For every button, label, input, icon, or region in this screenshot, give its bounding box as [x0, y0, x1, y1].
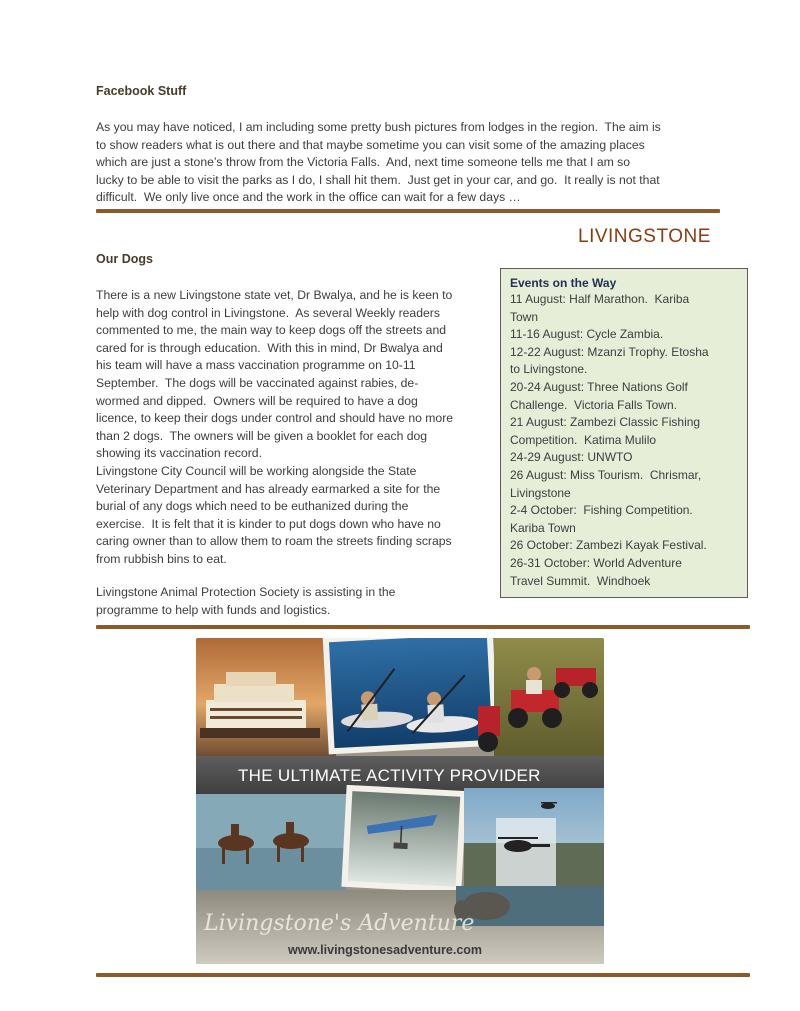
dogs-heading: Our Dogs	[96, 252, 153, 266]
events-list	[510, 291, 738, 590]
event-line: 24-29 August: UNWTO	[510, 450, 633, 465]
events-title: Events on the Way	[510, 276, 617, 290]
advert-url: www.livingstonesadventure.com	[288, 943, 483, 957]
event-line: 26 August: Miss Tourism. Chrismar,	[510, 467, 702, 482]
event-line: Town	[510, 309, 539, 324]
event-line: 11-16 August: Cycle Zambia.	[510, 327, 664, 342]
event-line: Challenge. Victoria Falls Town.	[510, 397, 677, 412]
dogs-text-line: commented to me, the main way to keep dogs off the streets and	[96, 323, 447, 338]
dogs-text-line: cared for is through education. With this in mind, Dr Bwalya and	[96, 340, 443, 355]
dogs-text-line: help with dog control in Livingstone. As several Weekly readers	[96, 305, 440, 320]
divider-top	[96, 209, 720, 213]
event-line: Travel Summit. Windhoek	[510, 573, 651, 588]
event-line: Competition. Katima Mulilo	[510, 432, 657, 447]
advert-illustration	[196, 638, 604, 964]
dogs-text-line: wormed and dipped. Owners will be required to have a dog	[96, 393, 418, 408]
section-title: LIVINGSTONE	[578, 226, 711, 247]
dogs-text-line: burial of any dogs which need to be euthanized during the	[96, 499, 409, 514]
facebook-text-line: which are just a stone’s throw from the Victoria Falls. And, next time someone tells me that I am so	[96, 155, 631, 170]
dogs-text-line: showing its vaccination record.	[96, 446, 262, 461]
event-line: Livingstone	[510, 485, 571, 500]
event-line: 12-22 August: Mzanzi Trophy. Etosha	[510, 344, 709, 359]
divider-bottom	[96, 973, 750, 977]
facebook-paragraph	[96, 119, 736, 207]
event-line: Kariba Town	[510, 520, 576, 535]
dogs-closing-paragraph	[96, 584, 496, 619]
dogs-text-line: caring owner than to allow them to roam the streets finding scraps	[96, 534, 452, 549]
dogs-text-line: than 2 dogs. The owners will be given a booklet for each dog	[96, 428, 428, 443]
advert-headline: THE ULTIMATE ACTIVITY PROVIDER	[238, 766, 541, 785]
event-line: 20-24 August: Three Nations Golf	[510, 379, 688, 394]
dogs-text-line: from rubbish bins to eat.	[96, 551, 227, 566]
facebook-text-line: to show readers what is out there and that maybe sometime you can visit some of the amazing places	[96, 137, 645, 152]
dogs-paragraph	[96, 287, 496, 569]
dogs-text-line: There is a new Livingstone state vet, Dr Bwalya, and he is keen to	[96, 288, 453, 302]
dogs-text-line: licence, to keep their dogs under control and should have no more	[96, 411, 454, 426]
facebook-heading: Facebook Stuff	[96, 84, 187, 98]
dogs-text-line: Livingstone City Council will be working alongside the State	[96, 463, 417, 478]
facebook-text-line: difficult. We only live once and the work in the office can wait for a few days …	[96, 190, 521, 205]
dogs-text-line: September. The dogs will be vaccinated against rabies, de-	[96, 375, 419, 390]
divider-middle	[96, 625, 750, 629]
facebook-text-line: lucky to be able to visit the parks as I do, I shall hit them. Just get in your car, and go. It really is not that	[96, 172, 660, 187]
dogs-closing-line: Livingstone Animal Protection Society is assisting in the	[96, 585, 396, 599]
event-line: 21 August: Zambezi Classic Fishing	[510, 415, 701, 430]
event-line: 26 October: Zambezi Kayak Festival.	[510, 538, 707, 553]
facebook-text-line: As you may have noticed, I am including some pretty bush pictures from lodges in the region. The aim is	[96, 120, 661, 134]
dogs-text-line: exercise. It is felt that it is kinder to put dogs down who have no	[96, 516, 441, 531]
event-line: to Livingstone.	[510, 362, 588, 377]
events-box	[500, 268, 748, 598]
dogs-text-line: his team will have a mass vaccination programme on 10-11	[96, 358, 416, 373]
event-line: 26-31 October: World Adventure	[510, 555, 682, 570]
event-line: 11 August: Half Marathon. Kariba	[510, 292, 690, 306]
advert-logo-script: Livingstone's Adventure	[204, 911, 475, 936]
event-line: 2-4 October: Fishing Competition.	[510, 503, 693, 518]
dogs-text-line: Veterinary Department and has already earmarked a site for the	[96, 481, 441, 496]
dogs-closing-line: programme to help with funds and logistics.	[96, 602, 331, 617]
advert-banner	[196, 638, 604, 964]
